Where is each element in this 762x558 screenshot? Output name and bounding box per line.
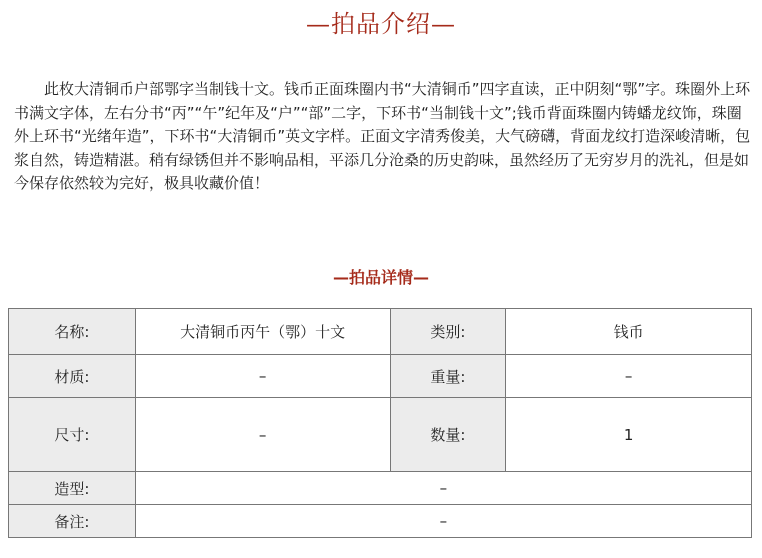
- category-value: 钱币: [506, 309, 752, 355]
- details-title: —拍品详情—: [332, 268, 429, 287]
- remarks-label: 备注:: [9, 505, 136, 538]
- weight-value: –: [506, 355, 752, 398]
- table-row: [9, 472, 752, 505]
- material-value: –: [135, 355, 390, 398]
- intro-title: —拍品介绍—: [306, 10, 456, 38]
- table-row: [9, 505, 752, 538]
- table-row: [9, 309, 752, 355]
- name-label: 名称:: [9, 309, 136, 355]
- material-label: 材质:: [9, 355, 136, 398]
- quantity-value: 1: [506, 398, 752, 472]
- quantity-label: 数量:: [390, 398, 506, 472]
- remarks-value: –: [135, 505, 751, 538]
- weight-label: 重量:: [390, 355, 506, 398]
- shape-label: 造型:: [9, 472, 136, 505]
- item-description: 此枚大清铜币户部鄂字当制钱十文。钱币正面珠圈内书“大清铜币”四字直读，正中阴刻“鄂”字。珠圈外上环书满文字体，左右分书“丙”“午”纪年及“户”“部”二字，下环书“当制钱十文”;钱币背面珠圈内铸蟠龙纹饰，珠圈外上环书“光绪年造”，下环书“大清铜币”英文字样。正面文字清秀俊美，大气磅礴，背面龙纹打造深峻清晰，包浆自然，铸造精湛。稍有绿锈但并不影响品相，平添几分沧桑的历史韵味，虽然经历了无穷岁月的洗礼，但是如今保存依然较为完好，极具收藏价值！: [14, 80, 751, 192]
- size-value: –: [135, 398, 390, 472]
- table-row: [9, 355, 752, 398]
- details-table: [8, 308, 752, 538]
- shape-value: –: [135, 472, 751, 505]
- table-row: [9, 398, 752, 472]
- size-label: 尺寸:: [9, 398, 136, 472]
- name-value: 大清铜币丙午（鄂）十文: [135, 309, 390, 355]
- category-label: 类别:: [390, 309, 506, 355]
